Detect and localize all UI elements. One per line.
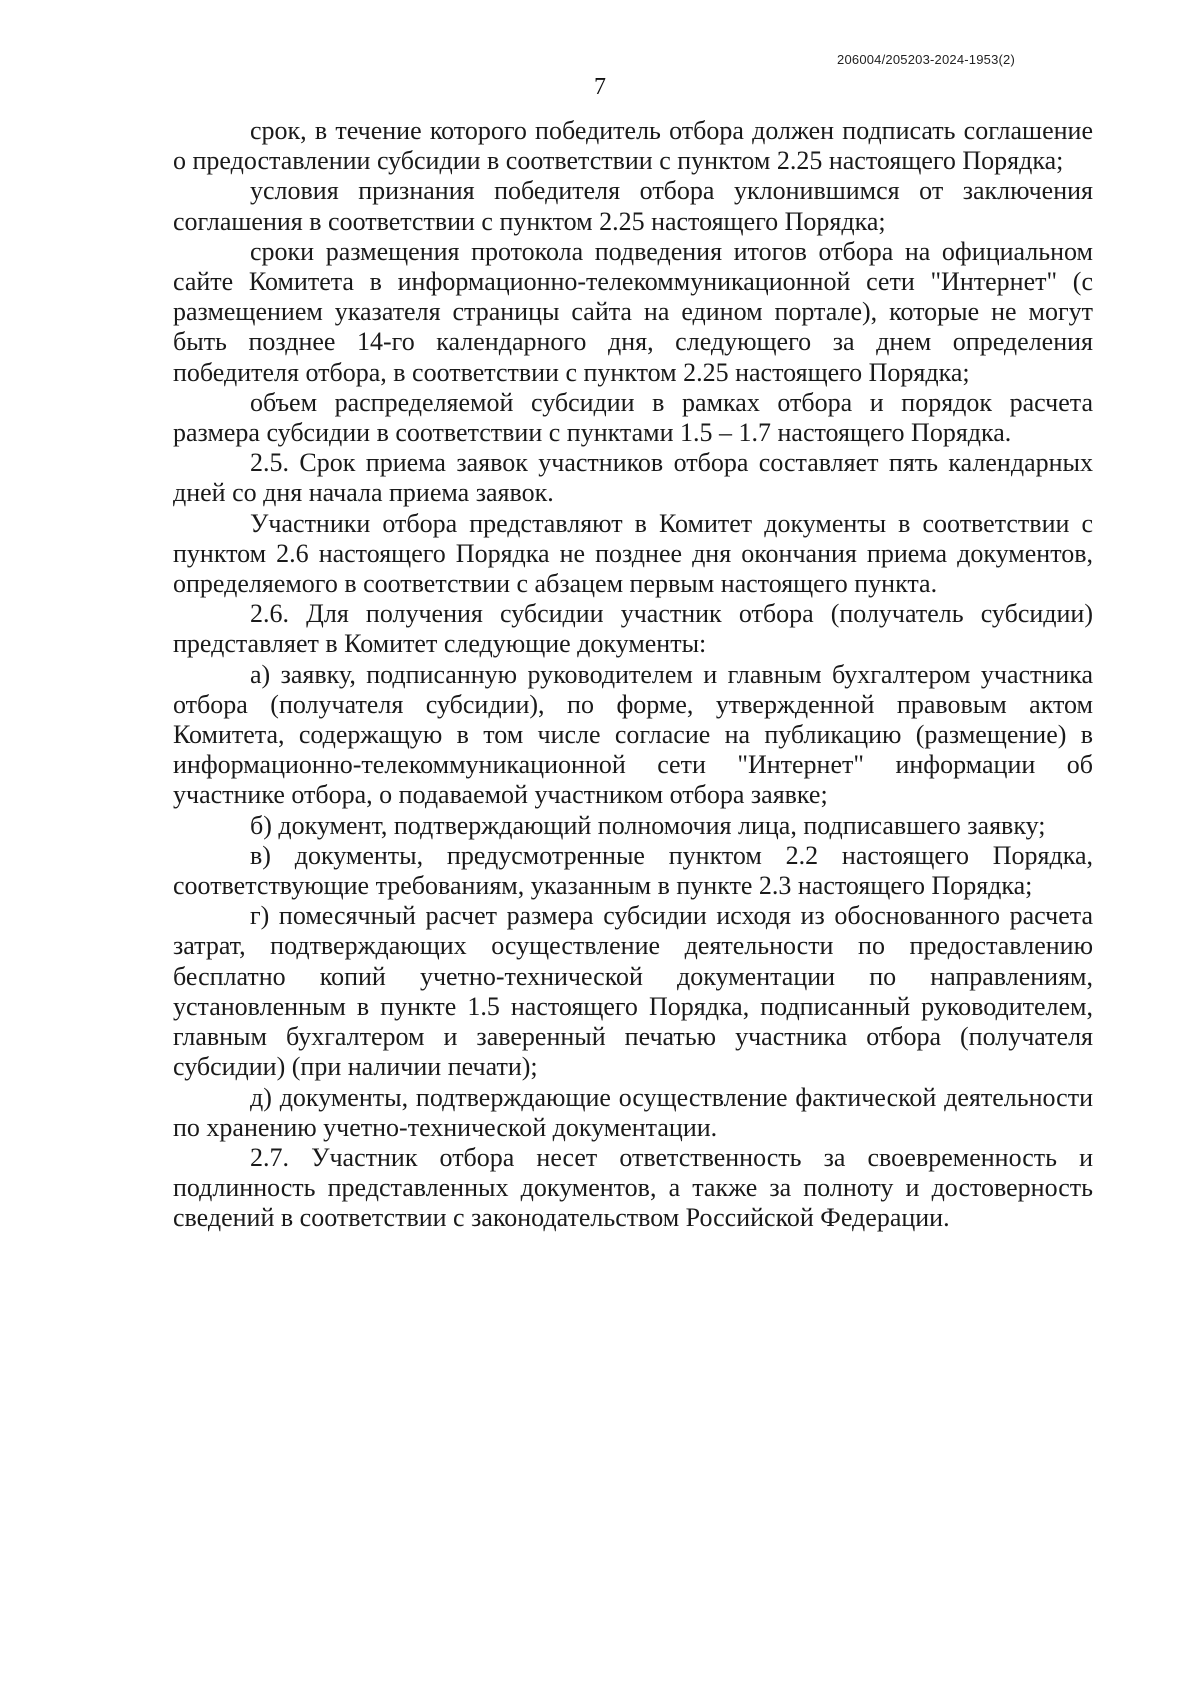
document-body	[173, 116, 1093, 1234]
list-item-g: г) помесячный расчет размера субсидии исходя из обоснованного расчета затрат, подтверждающих осуществление деятельности по предоставлению бесплатно копий учетно-технической документации по направлениям, установленным в пункте 1.5 настоящего Порядка, подписанный руководителем, главным бухгалтером и заверенный печатью участника отбора (получателя субсидии) (при наличии печати);	[173, 901, 1093, 1082]
list-item-v: в) документы, предусмотренные пунктом 2.2 настоящего Порядка, соответствующие требованиям, указанным в пункте 2.3 настоящего Порядка;	[173, 840, 1093, 901]
paragraph-protocol-publication: сроки размещения протокола подведения итогов отбора на официальном сайте Комитета в информационно-телекоммуникационной сети "Интернет" (с размещением указателя страницы сайта на едином портале), которые не могут быть позднее 14-го календарного дня, следующего за днем определения победителя отбора, в соответствии с пунктом 2.25 настоящего Порядка;	[173, 236, 1093, 387]
paragraph-signing-deadline: срок, в течение которого победитель отбора должен подписать соглашение о предоставлении субсидии в соответствии с пунктом 2.25 настоящего Порядка;	[173, 116, 1093, 176]
page-number: 7	[594, 74, 606, 100]
list-item-b: б) документ, подтверждающий полномочия лица, подписавшего заявку;	[250, 810, 1046, 840]
paragraph-participants-submit: Участники отбора представляют в Комитет документы в соответствии с пунктом 2.6 настоящего Порядка не позднее дня окончания приема документов, определяемого в соответствии с абзацем первым настоящего пункта.	[173, 508, 1093, 599]
paragraph-2-6: 2.6. Для получения субсидии участник отбора (получатель субсидии) представляет в Комитет следующие документы:	[173, 599, 1093, 659]
paragraph-subsidy-volume: объем распределяемой субсидии в рамках отбора и порядок расчета размера субсидии в соответствии с пунктами 1.5 – 1.7 настоящего Порядка.	[173, 387, 1093, 448]
document-registration-code: 206004/205203-2024-1953(2)	[837, 52, 1015, 67]
paragraph-2-7: 2.7. Участник отбора несет ответственность за своевременность и подлинность представленных документов, а также за полноту и достоверность сведений в соответствии с законодательством Российской Федерации.	[173, 1142, 1093, 1233]
list-item-d: д) документы, подтверждающие осуществление фактической деятельности по хранению учетно-технической документации.	[173, 1082, 1093, 1142]
paragraph-2-5: 2.5. Срок приема заявок участников отбора составляет пять календарных дней со дня начала приема заявок.	[173, 448, 1093, 508]
paragraph-evasion-conditions: условия признания победителя отбора уклонившимся от заключения соглашения в соответствии с пунктом 2.25 настоящего Порядка;	[173, 176, 1093, 236]
list-item-a: а) заявку, подписанную руководителем и главным бухгалтером участника отбора (получателя субсидии), по форме, утвержденной правовым актом Комитета, содержащую в том числе согласие на публикацию (размещение) в информационно-телекоммуникационной сети "Интернет" информации об участнике отбора, о подаваемой участником отбора заявке;	[173, 659, 1093, 810]
